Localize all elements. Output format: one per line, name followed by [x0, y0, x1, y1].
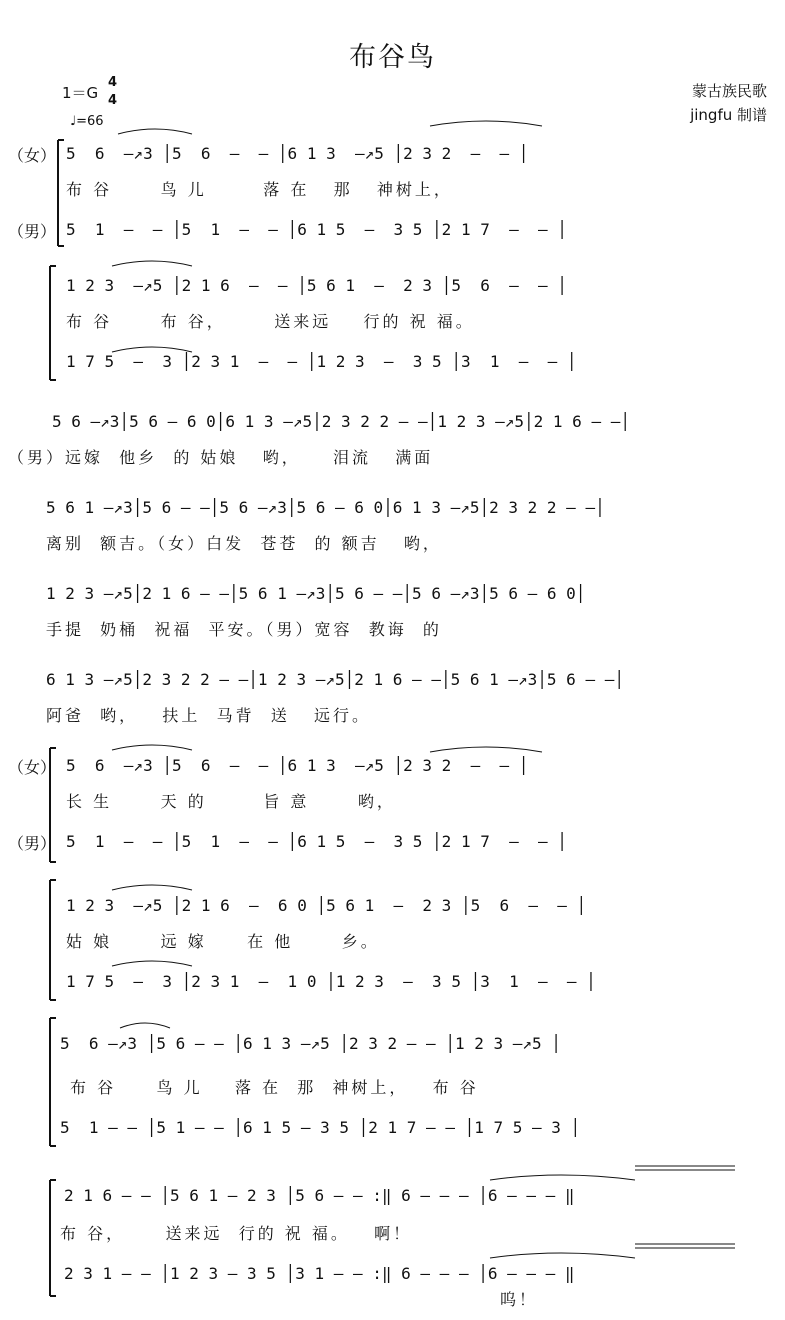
arranger-credit: jingfu 制谱 — [690, 106, 767, 124]
lyric-line: 离别 额吉。（女）白发 苍苍 的 额吉 哟， — [46, 534, 442, 553]
female-part-label: （女） — [8, 146, 57, 165]
notation-line: 5 6 –↗3 │5 6 – – │6 1 3 –↗5 │2 3 2 – – │ — [66, 144, 529, 163]
lyric-line: 布 谷 鸟 儿 落 在 那 神树上， 布 谷 — [70, 1078, 479, 1097]
time-signature-top: 4 — [108, 75, 118, 90]
notation-line: 2 3 1 – – │1 2 3 – 3 5 │3 1 – – :‖ 6 – – – │6 – – – ‖ — [64, 1264, 575, 1283]
lyric-line: 呜！ — [500, 1290, 539, 1309]
notation-line: 1 7 5 – 3 │2 3 1 – – │1 2 3 – 3 5 │3 1 – – │ — [66, 352, 577, 371]
lyric-line: 布 谷， 送来远 行的 祝 福。 啊！ — [60, 1224, 413, 1243]
lyric-line: 布 谷 鸟 儿 落 在 那 神树上， — [66, 180, 453, 199]
notation-line: 5 1 – – │5 1 – – │6 1 5 – 3 5 │2 1 7 – – │ — [66, 832, 567, 851]
notation-line: 6 1 3 –↗5│2 3 2 2 – –│1 2 3 –↗5│2 1 6 – –│5 6 1 –↗3│5 6 – –│ — [46, 670, 624, 689]
origin-credit: 蒙古族民歌 — [691, 82, 767, 100]
notation-line: 1 2 3 –↗5 │2 1 6 – 6 0 │5 6 1 – 2 3 │5 6 – – │ — [66, 896, 587, 915]
lyric-line: 长 生 天 的 旨 意 哟， — [66, 792, 396, 811]
song-title: 布谷鸟 — [349, 42, 436, 73]
notation-line: 5 6 –↗3 │5 6 – – │6 1 3 –↗5 │2 3 2 – – │1 2 3 –↗5 │ — [60, 1034, 561, 1053]
male-part-label: （男） — [8, 222, 57, 241]
tempo-mark: ♩=66 — [70, 114, 104, 129]
notation-line: 5 6 –↗3│5 6 – 6 0│6 1 3 –↗5│2 3 2 2 – –│1 2 3 –↗5│2 1 6 – –│ — [52, 412, 630, 431]
lyric-line: 手提 奶桶 祝福 平安。（男）宽容 教诲 的 — [46, 620, 442, 639]
female-part-label: （女） — [8, 758, 57, 777]
notation-line: 1 2 3 –↗5 │2 1 6 – – │5 6 1 – 2 3 │5 6 – – │ — [66, 276, 567, 295]
notation-line: 2 1 6 – – │5 6 1 – 2 3 │5 6 – – :‖ 6 – – – │6 – – – ‖ — [64, 1186, 575, 1205]
time-signature-bottom: 4 — [108, 93, 118, 108]
male-part-label: （男） — [8, 834, 57, 853]
notation-line: 5 1 – – │5 1 – – │6 1 5 – 3 5 │2 1 7 – – │1 7 5 – 3 │ — [60, 1118, 581, 1137]
lyric-line: 阿爸 哟， 扶上 马背 送 远行。 — [46, 706, 372, 725]
notation-line: 5 6 –↗3 │5 6 – – │6 1 3 –↗5 │2 3 2 – – │ — [66, 756, 529, 775]
notation-line: 5 6 1 –↗3│5 6 – –│5 6 –↗3│5 6 – 6 0│6 1 3 –↗5│2 3 2 2 – –│ — [46, 498, 605, 517]
lyric-line: 布 谷 布 谷， 送来远 行的 祝 福。 — [66, 312, 475, 331]
notation-line: 1 7 5 – 3 │2 3 1 – 1 0 │1 2 3 – 3 5 │3 1 – – │ — [66, 972, 596, 991]
lyric-line: （男）远嫁 他乡 的 姑娘 哟， 泪流 满面 — [8, 448, 434, 467]
notation-line: 5 1 – – │5 1 – – │6 1 5 – 3 5 │2 1 7 – – │ — [66, 220, 567, 239]
notation-line: 1 2 3 –↗5│2 1 6 – –│5 6 1 –↗3│5 6 – –│5 6 –↗3│5 6 – 6 0│ — [46, 584, 586, 603]
key-signature: 1＝G — [62, 84, 99, 102]
lyric-line: 姑 娘 远 嫁 在 他 乡。 — [66, 932, 380, 951]
